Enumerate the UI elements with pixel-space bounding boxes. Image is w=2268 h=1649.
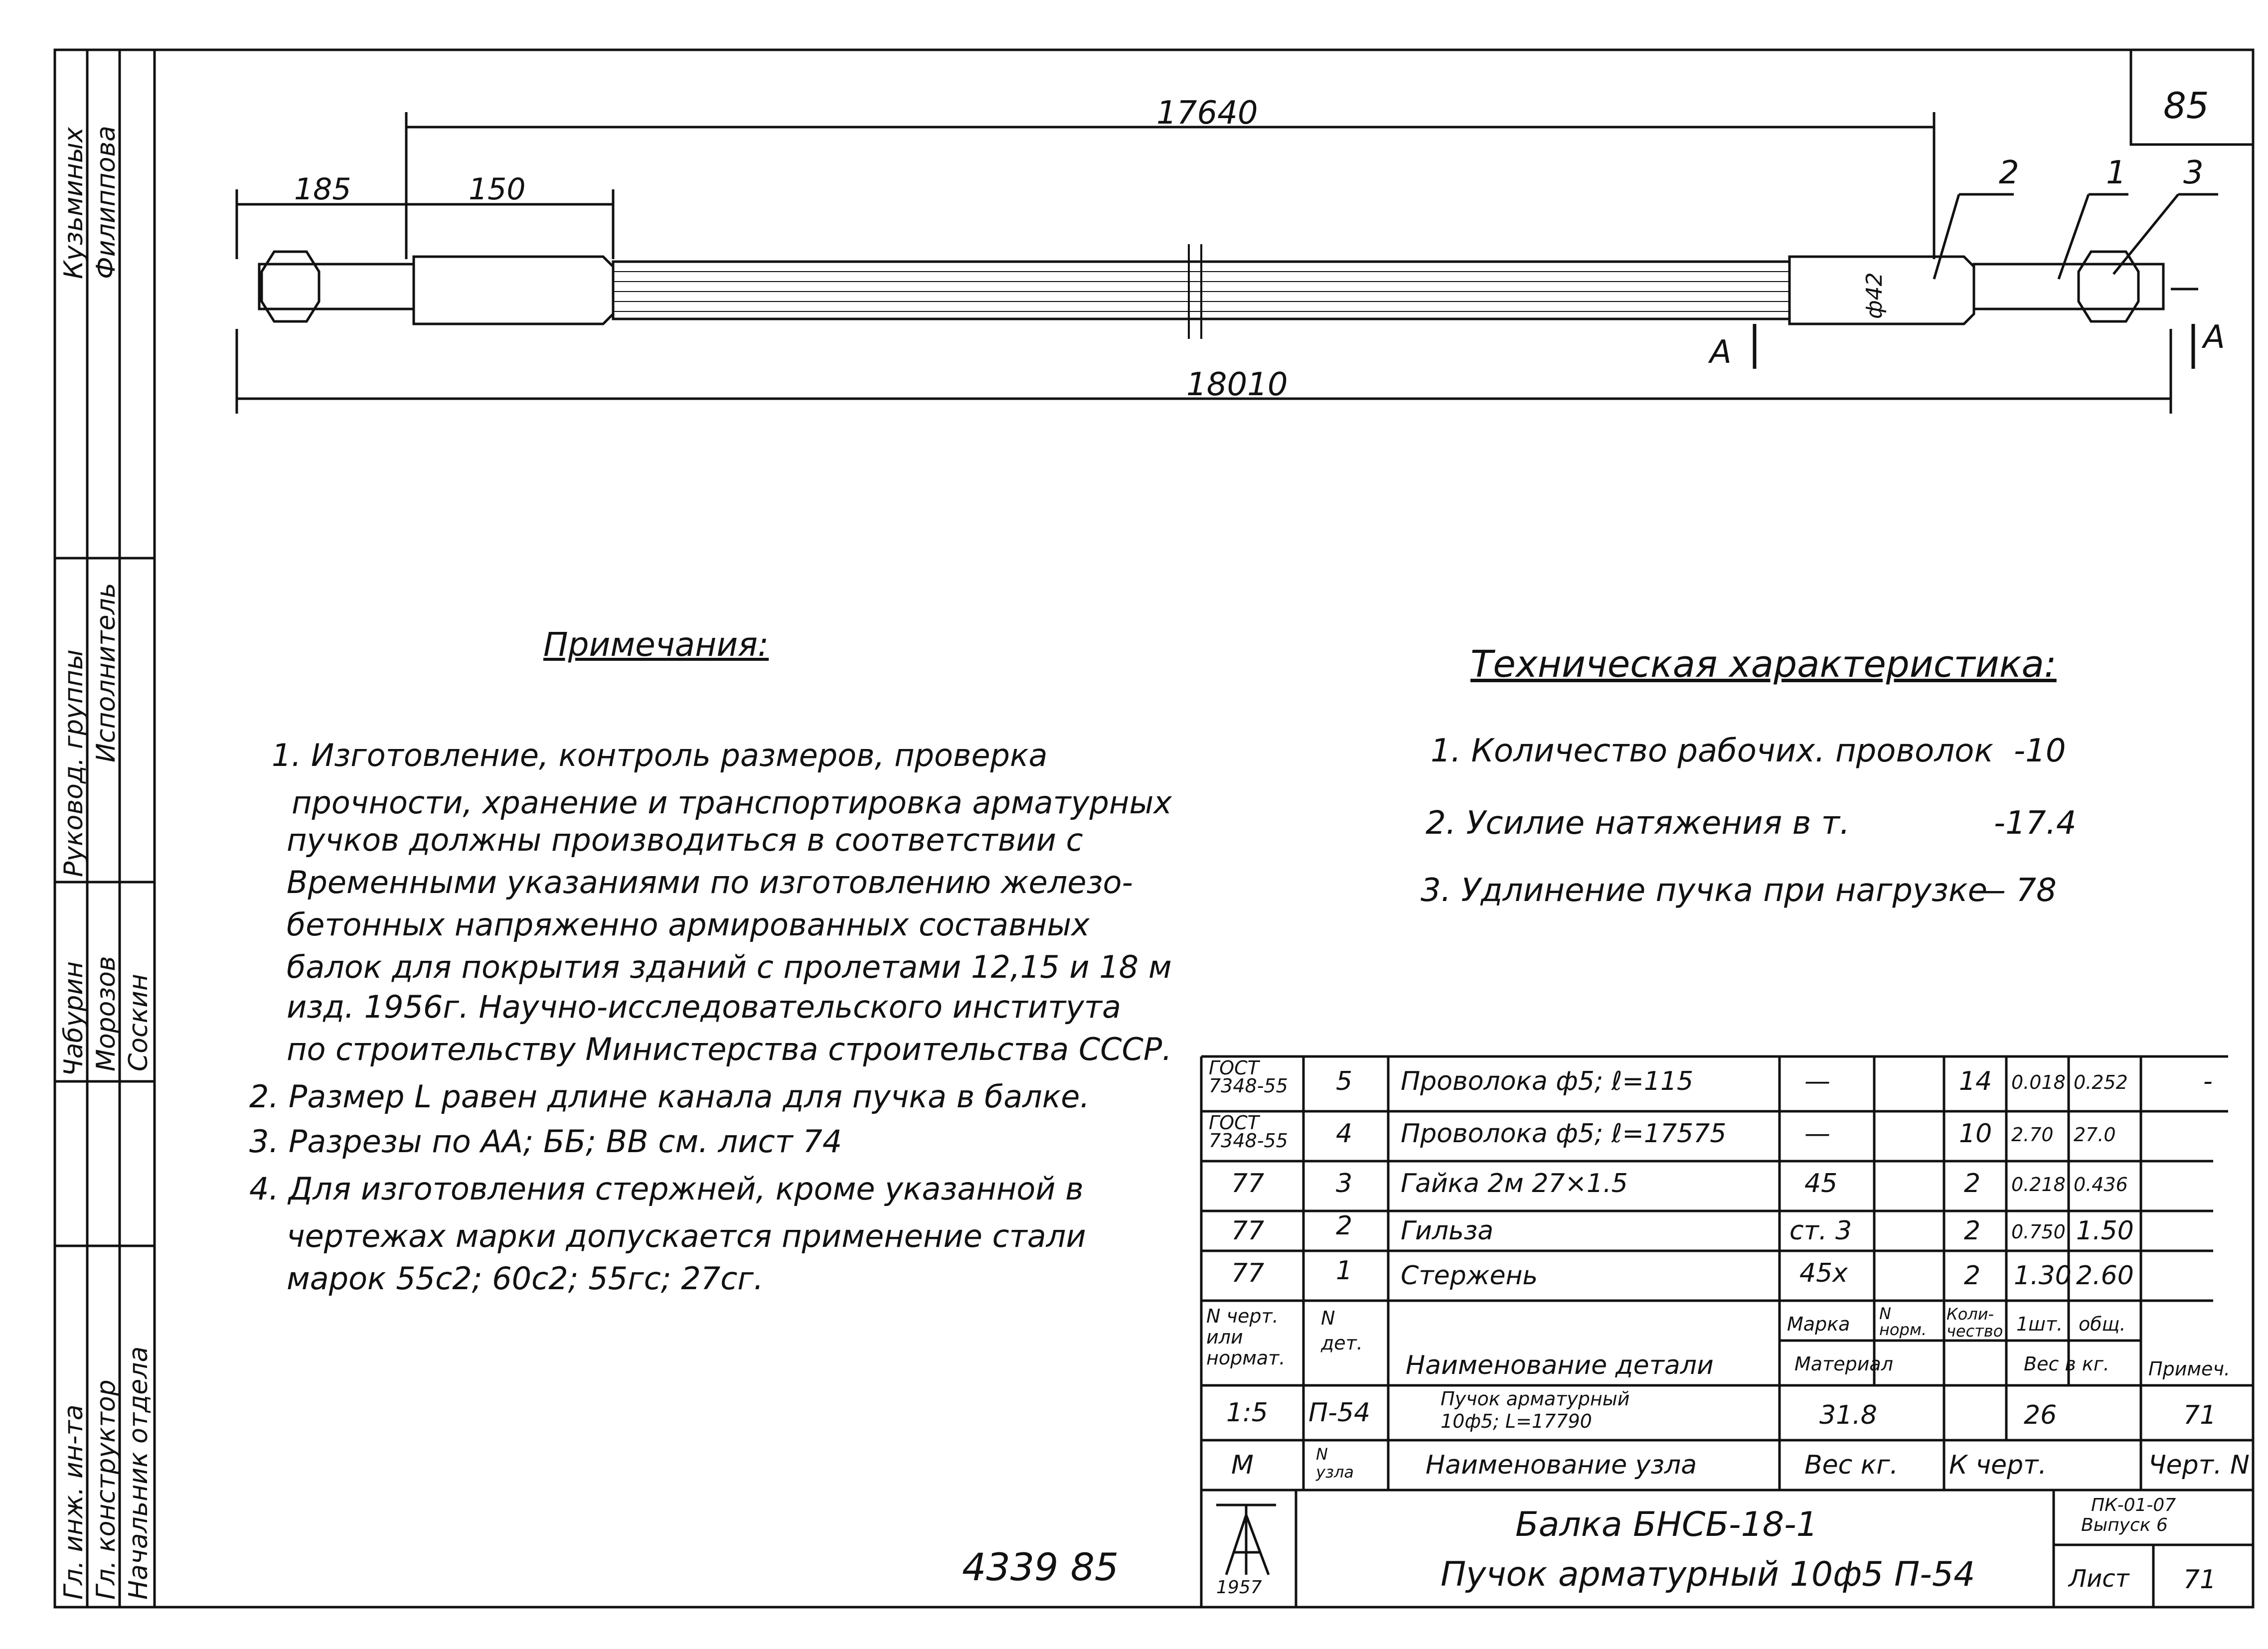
tech-item-value: — 78 (1974, 872, 2057, 909)
note-line: чертежах марки допускается применение стали (287, 1218, 1086, 1254)
callout-3: 3 (2183, 154, 2204, 191)
dim-diameter: ф42 (1862, 272, 1887, 319)
assembly-num: П-54 (1308, 1398, 1371, 1428)
assembly-sheet: 71 (2183, 1400, 2217, 1430)
cell-doc: 77 (1231, 1216, 1265, 1246)
side-name-4: Кузьминых (59, 127, 89, 279)
cell-name: Гильза (1401, 1216, 1494, 1246)
side-name-3: Соскин (124, 974, 154, 1071)
assembly-scale: 1:5 (1226, 1398, 1268, 1428)
cell-doc: 77 (1231, 1169, 1265, 1199)
title-series: ПК-01-07 (2091, 1495, 2176, 1515)
note-line: Временными указаниями по изготовлению железо- (287, 864, 1133, 900)
cell-mark: ст. 3 (1789, 1216, 1852, 1246)
assembly-header-m: М (1231, 1450, 1254, 1480)
title-issue: Выпуск 6 (2081, 1515, 2168, 1535)
dim-18010: 18010 (1186, 366, 1288, 403)
cell-pos: 1 (1336, 1256, 1353, 1286)
title-sheet-no: 71 (2183, 1565, 2217, 1595)
note-line: 1. Изготовление, контроль размеров, проверка (272, 737, 1048, 773)
note-line: марок 55с2; 60с2; 55гс; 27сг. (287, 1260, 764, 1297)
note-line: 2. Размер L равен длине канала для пучка в балке. (249, 1078, 1090, 1115)
cell-wt: 0.252 (2074, 1071, 2128, 1093)
cell-w1: 0.018 (2011, 1071, 2066, 1093)
assembly-header-qty: К черт. (1949, 1450, 2047, 1480)
side-role-2: Гл. конструктор (91, 1379, 121, 1600)
header-w1: 1шт. (2016, 1313, 2063, 1335)
note-line: балок для покрытия зданий с пролетами 12,15 и 18 м (287, 949, 1172, 985)
title-line1: Балка БНСБ-18-1 (1515, 1505, 1818, 1544)
dim-185: 185 (294, 172, 351, 207)
callout-1: 1 (2106, 154, 2126, 191)
cell-qty: 14 (1959, 1066, 1992, 1096)
assembly-header-name: Наименование узла (1426, 1450, 1697, 1480)
cell-name: Проволока ф5; ℓ=17575 (1401, 1119, 1727, 1149)
side-role-1: Гл. инж. ин-та (59, 1404, 89, 1600)
cell-pos: 4 (1336, 1119, 1353, 1149)
tech-title: Техническая характеристика: (1470, 643, 2057, 686)
assembly-weight: 31.8 (1819, 1400, 1877, 1430)
header-qty: Коли- чество (1946, 1305, 2003, 1341)
archive-number: 4339 85 (962, 1545, 1119, 1589)
cell-w1: 0.218 (2011, 1174, 2066, 1196)
cell-qty: 2 (1964, 1216, 1981, 1246)
assembly-name-line2: 10ф5; L=17790 (1441, 1410, 1592, 1432)
side-name-5: Филиппова (91, 126, 121, 279)
tech-item-label: 1. Количество рабочих. проволок (1431, 733, 1994, 769)
header-pos: N дет. (1321, 1307, 1363, 1354)
header-wt: общ. (2079, 1313, 2126, 1335)
assembly-header-num: N узла (1316, 1445, 1354, 1482)
header-mark: Марка (1787, 1313, 1850, 1335)
cell-wt: 0.436 (2074, 1174, 2128, 1196)
cell-doc: ГОСТ 7348-55 (1209, 1112, 1288, 1152)
assembly-header-sheet: Черт. N (2148, 1450, 2250, 1480)
cell-wt: 27.0 (2074, 1124, 2116, 1146)
cell-pos: 3 (1336, 1169, 1353, 1199)
callout-2: 2 (1999, 154, 2019, 191)
title-year: 1957 (1216, 1577, 1262, 1598)
header-norm: N норм. (1879, 1304, 1927, 1339)
cell-note: - (2203, 1066, 2213, 1096)
title-line2: Пучок арматурный 10ф5 П-54 (1441, 1555, 1975, 1594)
cell-mark: 45 (1804, 1169, 1838, 1199)
cell-mark: — (1804, 1066, 1830, 1096)
note-line: бетонных напряженно армированных составных (287, 906, 1090, 943)
cell-qty: 10 (1959, 1119, 1992, 1149)
side-name-1: Чабурин (59, 961, 89, 1076)
side-role-5: Исполнитель (91, 583, 121, 762)
cell-mark: — (1804, 1119, 1830, 1149)
section-mark-left: А (1710, 334, 1732, 371)
side-role-4: Руковод. группы (59, 649, 89, 877)
cell-doc: ГОСТ 7348-55 (1209, 1057, 1288, 1097)
side-role-3: Начальник отдела (124, 1346, 154, 1600)
cell-wt: 2.60 (2076, 1261, 2134, 1291)
cell-mark: 45х (1799, 1258, 1848, 1288)
title-sheet-label: Лист (2069, 1565, 2129, 1593)
cell-name: Проволока ф5; ℓ=115 (1401, 1066, 1694, 1096)
header-name: Наименование детали (1406, 1350, 1714, 1380)
cell-w1: 1.30 (2014, 1261, 2072, 1291)
note-line: изд. 1956г. Научно-исследовательского института (287, 989, 1122, 1025)
assembly-name-line1: Пучок арматурный (1441, 1388, 1630, 1410)
header-doc: N черт. или нормат. (1206, 1305, 1286, 1369)
cell-name: Стержень (1401, 1261, 1538, 1291)
note-line: по строительству Министерства строительства СССР. (287, 1031, 1172, 1067)
cell-pos: 2 (1336, 1211, 1353, 1241)
cell-qty: 2 (1964, 1261, 1981, 1291)
note-line: 4. Для изготовления стержней, кроме указанной в (249, 1171, 1084, 1207)
dim-150: 150 (469, 172, 526, 207)
cell-pos: 5 (1336, 1066, 1353, 1096)
header-material: Материал (1794, 1353, 1893, 1375)
tech-item-value: -17.4 (1994, 805, 2077, 842)
header-note: Примеч. (2148, 1358, 2230, 1380)
note-line: 3. Разрезы по АА; ББ; ВВ см. лист 74 (249, 1123, 842, 1160)
cell-qty: 2 (1964, 1169, 1981, 1199)
assembly-header-weight: Вес кг. (1804, 1450, 1899, 1480)
note-line: пучков должны производиться в соответствии с (287, 822, 1083, 858)
tech-item-label: 3. Удлинение пучка при нагрузке (1421, 872, 1987, 909)
sheet-corner-number: 85 (2163, 85, 2209, 127)
header-weight: Вес в кг. (2024, 1353, 2109, 1375)
cell-w1: 2.70 (2011, 1124, 2054, 1146)
cell-name: Гайка 2м 27×1.5 (1401, 1169, 1628, 1199)
tech-item-label: 2. Усилие натяжения в т. (1426, 805, 1850, 842)
cell-w1: 0.750 (2011, 1221, 2066, 1243)
assembly-qty: 26 (2024, 1400, 2057, 1430)
note-line: прочности, хранение и транспортировка арматурных (292, 784, 1172, 821)
notes-title: Примечания: (543, 625, 769, 664)
tech-item-value: -10 (2014, 733, 2066, 769)
dim-17640: 17640 (1156, 95, 1258, 132)
cell-doc: 77 (1231, 1258, 1265, 1288)
section-mark-right: А (2203, 319, 2225, 356)
cell-wt: 1.50 (2076, 1216, 2134, 1246)
side-name-2: Морозов (91, 956, 121, 1071)
